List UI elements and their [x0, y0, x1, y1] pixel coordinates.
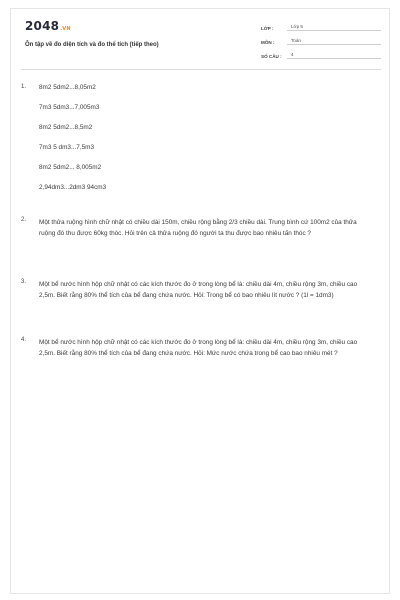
comparison-item: 8m2 5dm2...8,05m2 — [39, 84, 96, 91]
question-number: 2. — [21, 217, 27, 223]
question-text: Một thửa ruộng hình chữ nhật có chiều dài 150m, chiều rộng bằng 2/3 chiều dài. Trung bình cứ 100m2 của thửa ruộng đó thu được 60kg thóc. Hỏi trên cả thửa ruộng đó người ta thu được bao nhiêu tấn thóc ? — [39, 219, 357, 237]
meta-row-count — [261, 47, 381, 59]
header-divider — [21, 69, 381, 70]
question-number: 1. — [21, 84, 27, 90]
comparison-item: 8m2 5dm2...8,5m2 — [39, 124, 93, 131]
question-number: 4. — [21, 337, 27, 343]
meta-row-subject — [261, 33, 381, 45]
comparison-item: 2,94dm3...2dm3 94cm3 — [39, 184, 107, 191]
question-number: 3. — [21, 279, 27, 285]
meta-value: Lớp 5 — [287, 24, 381, 31]
worksheet-meta — [261, 19, 381, 61]
worksheet-page — [10, 8, 390, 594]
comparison-item: 8m2 5dm2... 8,005m2 — [39, 164, 102, 171]
meta-label: MÔN : — [261, 40, 275, 45]
logo-tld: .VN — [60, 26, 71, 32]
worksheet-title: Ôn tập về đo diện tích và đo thể tích (tiếp theo) — [25, 42, 159, 48]
logo-text: 2048 — [25, 19, 60, 33]
meta-label: SỐ CÂU : — [261, 54, 282, 59]
meta-label: LỚP : — [261, 26, 274, 31]
meta-value: Toán — [287, 38, 381, 45]
comparison-item: 7m3 5dm3...7,005m3 — [39, 104, 100, 111]
comparison-item: 7m3 5 dm3...7,5m3 — [39, 144, 95, 151]
question-text: Một bể nước hình hộp chữ nhật có các kích thước đo ở trong lòng bể là: chiều dài 4m, chiều rộng 3m, chiều cao 2,5m. Biết rằng 80% thể tích của bể đang chứa nước. Hỏi: Trong bể có bao nhiêu lít nước ? (1l = 1dm3) — [39, 281, 358, 299]
question-text: Một bể nước hình hộp chữ nhật có các kích thước đo ở trong lòng bể là: chiều dài 4m, chiều rộng 3m, chiều cao 2,5m. Biết rằng 80% thể tích của bể đang chứa nước. Hỏi: Mức nước chứa trong bể cao bao nhiêu mét ? — [39, 339, 358, 357]
meta-row-class — [261, 19, 381, 31]
meta-value: 4 — [287, 52, 381, 59]
site-logo[interactable] — [25, 19, 71, 33]
